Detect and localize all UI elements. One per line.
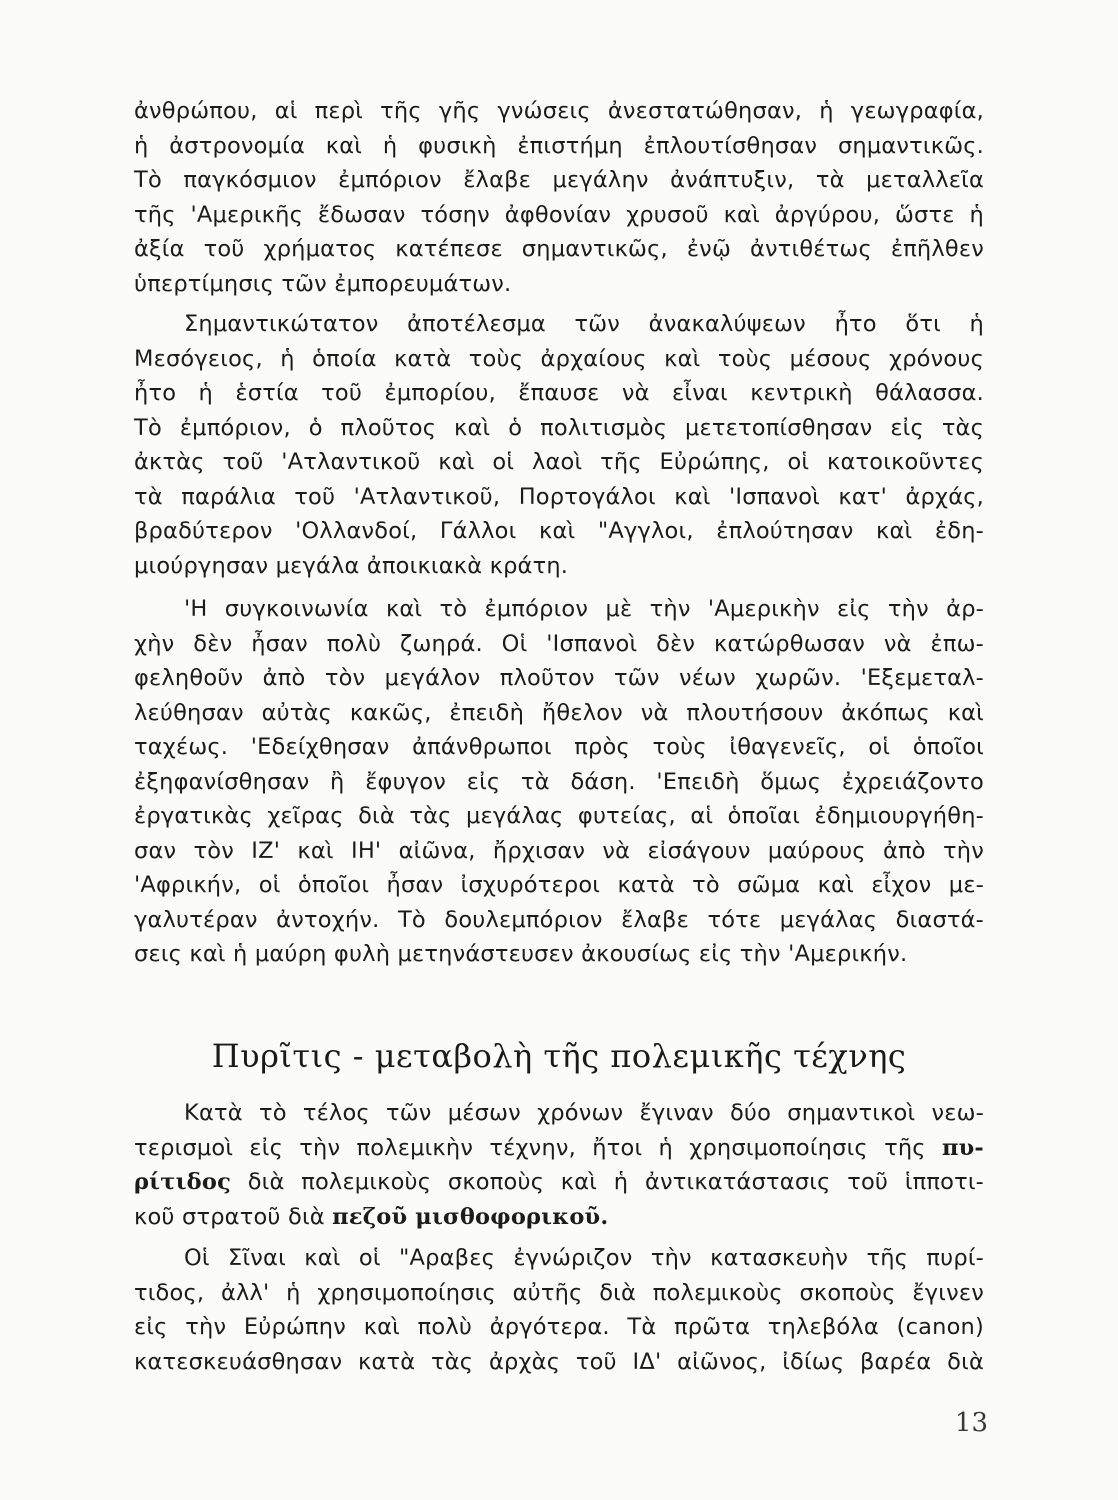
- text-line: Οἱ Σῖναι καὶ οἱ "Αραβες ἐγνώριζον τὴν κατασκευὴν τῆς πυρί-: [184, 1245, 984, 1271]
- text-line: γαλυτέραν ἀντοχήν. Τὸ δουλεμπόριον ἔλαβε τότε μεγάλας διαστά-: [134, 906, 984, 933]
- bold-term: πεζοῦ μισθοφορικοῦ.: [332, 1203, 609, 1230]
- text-line: ἐξηφανίσθησαν ἢ ἔφυγον εἰς τὰ δάση. 'Επειδὴ ὅμως ἐχρειάζοντο: [134, 768, 984, 795]
- text-run: κοῦ στρατοῦ διὰ: [134, 1203, 325, 1230]
- text-line: μιούργησαν μεγάλα ἀποικιακὰ κράτη.: [134, 552, 569, 579]
- text-line: σαν τὸν ΙΖ' καὶ ΙΗ' αἰῶνα, ἤρχισαν νὰ εἰσάγουν μαύρους ἀπὸ τὴν: [134, 837, 984, 864]
- text-run: τερισμοὶ εἰς τὴν πολεμικὴν τέχνην, ἤτοι ἡ χρησιμοποίησις τῆς: [134, 1134, 926, 1161]
- paragraph-mediterranean: [134, 307, 984, 583]
- bold-term: ρίτιδος: [134, 1169, 231, 1195]
- text-line: τιδος, ἀλλ' ἡ χρησιμοποίησις αὐτῆς διὰ πολεμικοὺς σκοποὺς ἔγινεν: [134, 1279, 984, 1306]
- page-number: 13: [954, 1408, 988, 1438]
- text-line: 'Αφρικήν, οἱ ὁποῖοι ἦσαν ἰσχυρότεροι κατὰ τὸ σῶμα καὶ εἶχον με-: [134, 872, 984, 898]
- paragraph-continuation: [134, 94, 984, 301]
- text-line: ἀξία τοῦ χρήματος κατέπεσε σημαντικῶς, ἐνῷ ἀντιθέτως ἐπῆλθεν: [134, 236, 984, 262]
- text-line: εἰς τὴν Εὐρώπην καὶ πολὺ ἀργότερα. Τὰ πρῶτα τηλεβόλα (canon): [134, 1314, 984, 1340]
- text-line: ἀνθρώπου, αἱ περὶ τῆς γῆς γνώσεις ἀνεστατώθησαν, ἡ γεωγραφία,: [134, 98, 984, 124]
- text-line: Σημαντικώτατον ἀποτέλεσμα τῶν ἀνακαλύψεων ἦτο ὅτι ἡ: [184, 311, 984, 337]
- bold-term: πυ-: [941, 1134, 984, 1161]
- text-line: τῆς 'Αμερικῆς ἔδωσαν τόσην ἀφθονίαν χρυσοῦ καὶ ἀργύρου, ὥστε ἡ: [134, 201, 984, 228]
- text-line: ἀκτὰς τοῦ 'Ατλαντικοῦ καὶ οἱ λαοὶ τῆς Εὐρώπης, οἱ κατοικοῦντες: [134, 449, 984, 475]
- text-line: βραδύτερον 'Ολλανδοί, Γάλλοι καὶ "Αγγλοι, ἐπλούτησαν καὶ ἐδη-: [134, 518, 984, 544]
- text-line: Μεσόγειος, ἡ ὁποία κατὰ τοὺς ἀρχαίους καὶ τοὺς μέσους χρόνους: [134, 345, 984, 372]
- text-line: χὴν δὲν ἦσαν πολὺ ζωηρά. Οἱ 'Ισπανοὶ δὲν κατώρθωσαν νὰ ἐπω-: [134, 630, 984, 657]
- paragraph-gunpowder: [134, 1241, 984, 1379]
- text-line: 'Η συγκοινωνία καὶ τὸ ἐμπόριον μὲ τὴν 'Αμερικὴν εἰς τὴν ἀρ-: [184, 596, 984, 622]
- text-line: ὑπερτίμησις τῶν ἐμπορευμάτων.: [134, 270, 512, 297]
- text-line: Κατὰ τὸ τέλος τῶν μέσων χρόνων ἔγιναν δύο σημαντικοὶ νεω-: [184, 1100, 984, 1126]
- text-line: λεύθησαν αὐτὰς κακῶς, ἐπειδὴ ἤθελον νὰ πλουτήσουν ἀκόπως καὶ: [134, 699, 984, 726]
- text-line: τὰ παράλια τοῦ 'Ατλαντικοῦ, Πορτογάλοι καὶ 'Ισπανοὶ κατ' ἀρχάς,: [134, 483, 984, 510]
- text-line: κατεσκευάσθησαν κατὰ τὰς ἀρχὰς τοῦ ΙΔ' αἰῶνος, ἰδίως βαρέα διὰ: [134, 1348, 984, 1375]
- text-line: σεις καὶ ἡ μαύρη φυλὴ μετηνάστευσεν ἀκουσίως εἰς τὴν 'Αμερικήν.: [134, 941, 908, 967]
- text-line: Τὸ παγκόσμιον ἐμπόριον ἔλαβε μεγάλην ἀνάπτυξιν, τὰ μεταλλεῖα: [134, 167, 984, 193]
- text-run: διὰ πολεμικοὺς σκοποὺς καὶ ἡ ἀντικατάστασις τοῦ ἱππoτι-: [247, 1169, 984, 1195]
- paragraph-innovations: [134, 1096, 984, 1234]
- text-line: φεληθοῦν ἀπὸ τὸν μεγάλον πλοῦτον τῶν νέων χωρῶν. 'Εξεμεταλ-: [134, 665, 984, 691]
- text-line: Τὸ ἐμπόριον, ὁ πλοῦτος καὶ ὁ πολιτισμὸς μετετοπίσθησαν εἰς τὰς: [134, 414, 984, 441]
- text-line: [134, 1131, 984, 1166]
- text-line: ἦτο ἡ ἑστία τοῦ ἐμπορίου, ἔπαυσε νὰ εἶναι κεντρικὴ θάλασσα.: [134, 380, 984, 406]
- text-line: ταχέως. 'Εδείχθησαν ἀπάνθρωποι πρὸς τοὺς ἰθαγενεῖς, οἱ ὁποῖοι: [134, 734, 984, 760]
- text-line: ἐργατικὰς χεῖρας διὰ τὰς μεγάλας φυτείας, αἱ ὁποῖαι ἐδημιουργήθη-: [134, 803, 984, 829]
- text-line: ἡ ἀστρονομία καὶ ἡ φυσικὴ ἐπιστήμη ἐπλουτίσθησαν σημαντικῶς.: [134, 132, 984, 159]
- section-heading: Πυρῖτις - μεταβολὴ τῆς πολεμικῆς τέχνης: [211, 1037, 907, 1075]
- text-line: [134, 1200, 984, 1235]
- paragraph-america-trade: [134, 592, 984, 972]
- text-line: [134, 1165, 984, 1200]
